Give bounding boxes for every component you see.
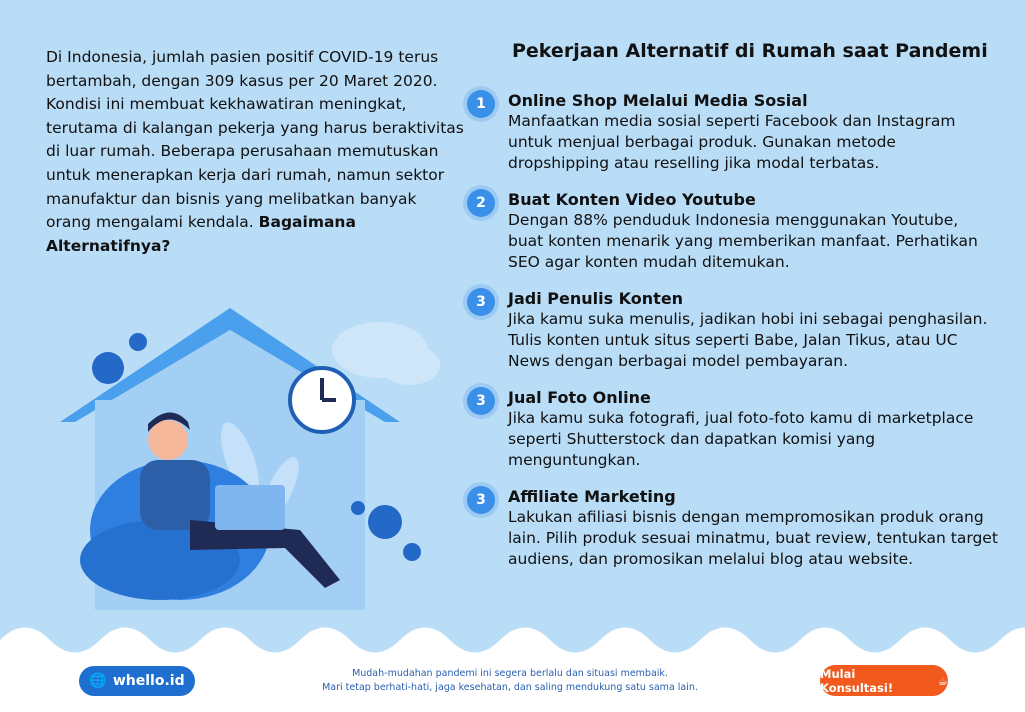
footer-message-line: Mudah-mudahan pandemi ini segera berlalu dan situasi membaik. xyxy=(352,668,668,679)
item-title: Affiliate Marketing xyxy=(508,487,676,506)
item-desc: Dengan 88% penduduk Indonesia menggunakan Youtube, buat konten menarik yang memberikan manfaat. Perhatikan SEO agar konten mudah ditemukan. xyxy=(508,211,978,272)
item-desc: Lakukan afiliasi bisnis dengan mempromosikan produk orang lain. Pilih produk sesuai minatmu, buat review, tentukan target audiens, dan promosikan melalui blog atau website. xyxy=(508,508,998,569)
list-item xyxy=(476,189,998,274)
item-title: Jadi Penulis Konten xyxy=(508,289,684,308)
footer-message xyxy=(300,667,720,695)
list-item xyxy=(476,288,998,373)
whello-logo[interactable] xyxy=(79,666,195,696)
number-badge: 3 xyxy=(467,486,495,514)
globe-icon: 🌐 xyxy=(89,673,107,689)
virus-icon xyxy=(92,352,124,384)
number-badge: 3 xyxy=(467,288,495,316)
number-badge: 3 xyxy=(467,387,495,415)
list-item xyxy=(476,387,998,472)
intro-paragraph xyxy=(46,46,466,258)
work-from-home-illustration xyxy=(40,290,440,620)
item-title: Jual Foto Online xyxy=(508,388,651,407)
item-title: Buat Konten Video Youtube xyxy=(508,190,756,209)
consult-button[interactable] xyxy=(820,665,948,696)
virus-icon xyxy=(368,505,402,539)
list-title: Pekerjaan Alternatif di Rumah saat Pandemi xyxy=(512,40,988,62)
list-item xyxy=(476,486,998,571)
number-badge: 2 xyxy=(467,189,495,217)
cta-label: Mulai Konsultasi! xyxy=(820,666,894,695)
item-desc: Jika kamu suka menulis, jadikan hobi ini sebagai penghasilan. Tulis konten untuk situs seperti Babe, Jalan Tikus, atau UC News dengan berbagai model pembayaran. xyxy=(508,310,988,371)
coffee-icon: ☕ xyxy=(937,673,948,688)
item-desc: Manfaatkan media sosial seperti Facebook dan Instagram untuk menjual berbagai produk. Gunakan metode dropshipping atau reselling jika modal terbatas. xyxy=(508,112,956,173)
virus-icon xyxy=(129,333,147,351)
intro-text: Di Indonesia, jumlah pasien positif COVID-19 terus bertambah, dengan 309 kasus per 20 Maret 2020. Kondisi ini membuat kekhawatiran meningkat, terutama di kalangan pekerja yang harus beraktivitas di luar rumah. Beberapa perusahaan memutuskan untuk menerapkan kerja dari rumah, namun sektor manufaktur dan bisnis yang melibatkan banyak orang mengalami kendala. xyxy=(46,48,464,232)
footer-message-line: Mari tetap berhati-hati, jaga kesehatan, dan saling mendukung satu sama lain. xyxy=(322,682,698,693)
logo-text: whello.id xyxy=(112,673,185,689)
item-desc: Jika kamu suka fotografi, jual foto-foto kamu di marketplace seperti Shutterstock dan dapatkan komisi yang menguntungkan. xyxy=(508,409,974,470)
intro-question: Bagaimana Alternatifnya? xyxy=(46,213,356,255)
item-title: Online Shop Melalui Media Sosial xyxy=(508,91,808,110)
virus-icon xyxy=(403,543,421,561)
virus-icon xyxy=(351,501,365,515)
number-badge: 1 xyxy=(467,90,495,118)
list-item xyxy=(476,90,998,175)
